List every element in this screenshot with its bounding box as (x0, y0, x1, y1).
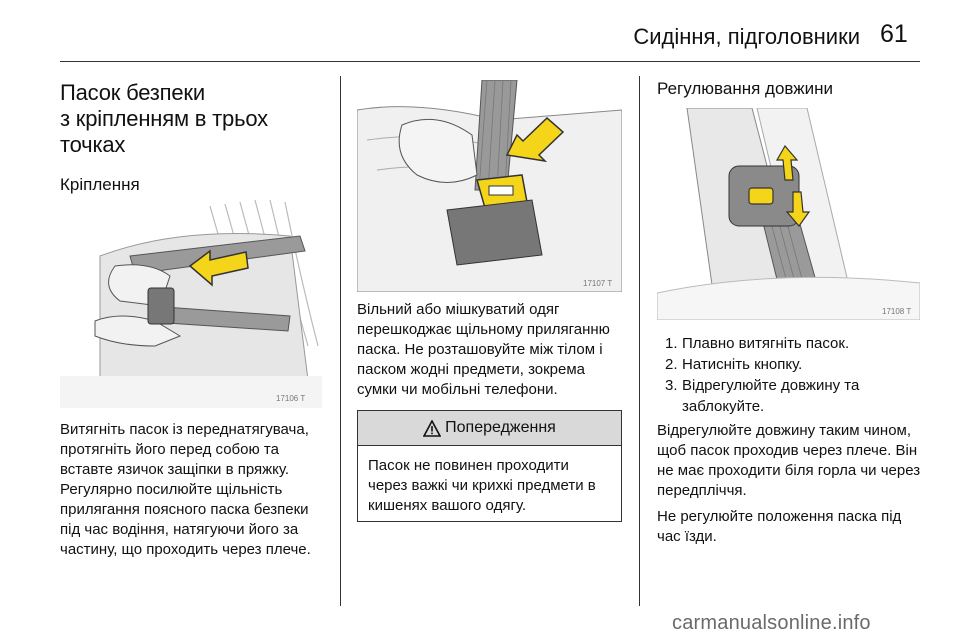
adjustment-steps (657, 333, 922, 417)
section-title-line-1: Пасок безпеки (60, 80, 205, 105)
column-divider-1 (340, 76, 341, 606)
list-item: 2. Натисніть кнопку. (665, 356, 803, 373)
column-1 (60, 80, 322, 196)
column-1-body (60, 420, 322, 560)
figure-code: 17108 T (882, 307, 912, 316)
column-3 (657, 78, 922, 100)
figure-code: 17106 T (276, 394, 306, 403)
column-3-body (657, 333, 922, 547)
subsection-title: Кріплення (60, 175, 140, 194)
adjustment-paragraph-1: Відрегулюйте довжину таким чином, щоб пасок проходив через плече. Він не має проходити біля горла чи через передпліччя. (657, 422, 921, 499)
fastening-instructions: Витягніть пасок із переднатягувача, протягніть його перед собою та вставте язичок защіпки в пряжку. Регулярно посилюйте щільність прилягання поясного паска безпеки під час водіння, натягуючи його за частину, що проходить через плече. (60, 421, 311, 558)
section-title-line-2: з кріпленням в трьох (60, 106, 268, 131)
page-header-title: Сидіння, підголовники (633, 24, 860, 49)
figure-clothing (357, 80, 622, 292)
column-divider-2 (639, 76, 640, 606)
figure-code: 17107 T (583, 279, 613, 288)
warning-header (358, 411, 621, 446)
figure-height-adjuster (657, 108, 920, 320)
figure-fastening (60, 196, 322, 408)
page-number: 61 (880, 20, 908, 48)
list-item: 3. Відрегулюйте довжину та заблокуйте. (665, 377, 860, 415)
header-divider (60, 61, 920, 62)
section-title (60, 80, 322, 158)
list-item: 1. Плавно витягніть пасок. (665, 335, 850, 352)
watermark: carmanualsonline.info (672, 612, 871, 634)
warning-box (357, 410, 622, 522)
clothing-note: Вільний або мішкуватий одяг перешкоджає щільному приляганню паска. Не розташовуйте між тілом і паском жодні предмети, зокрема сумки чи мобільні телефони. (357, 301, 610, 398)
warning-title: Попередження (445, 419, 556, 436)
column-2-body (357, 300, 622, 400)
section-title-line-3: точках (60, 132, 126, 157)
warning-triangle-icon (423, 420, 441, 437)
adjustment-paragraph-2: Не регулюйте положення паска під час їзди. (657, 508, 902, 545)
warning-text: Пасок не повинен проходити через важкі чи крихкі предмети в кишенях вашого одягу. (368, 457, 596, 514)
section-title-adjustment: Регулювання довжини (657, 79, 834, 98)
